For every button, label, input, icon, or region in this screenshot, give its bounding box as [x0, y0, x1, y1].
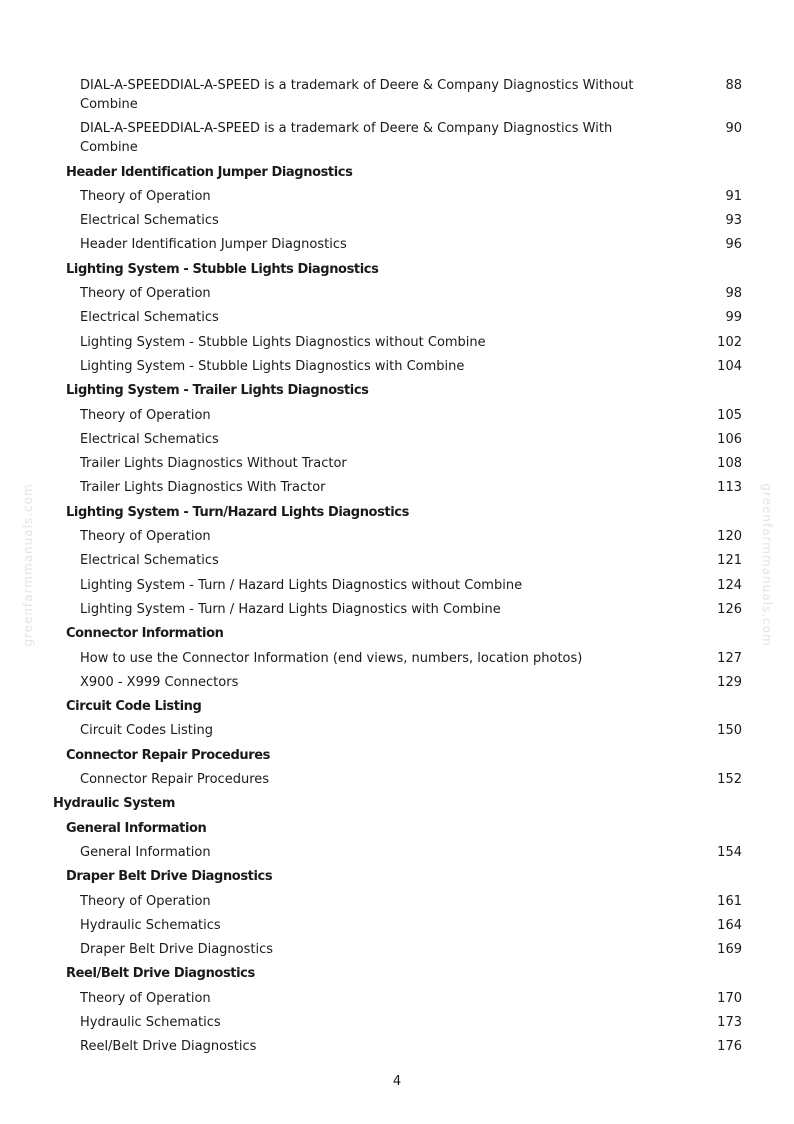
- toc-entry-title: Draper Belt Drive Diagnostics: [66, 869, 273, 885]
- toc-entry-page: 96: [725, 237, 742, 253]
- toc-entry[interactable]: [0, 721, 794, 740]
- toc-entry-page: 91: [725, 188, 742, 204]
- toc-entry-page: 102: [717, 334, 742, 350]
- toc-entry-title: Lighting System - Stubble Lights Diagnostics with Combine: [80, 358, 465, 374]
- toc-entry[interactable]: [0, 940, 794, 959]
- toc-entry-page: 104: [717, 358, 742, 374]
- toc-section-heading[interactable]: [0, 624, 794, 643]
- toc-entry[interactable]: [0, 333, 794, 352]
- toc-entry-page: 170: [717, 990, 742, 1006]
- toc-entry-title: Hydraulic Schematics: [80, 917, 221, 933]
- toc-entry-title: X900 - X999 Connectors: [80, 674, 239, 690]
- toc-entry-title: Lighting System - Turn/Hazard Lights Diagnostics: [66, 504, 409, 520]
- toc-entry-title: Lighting System - Trailer Lights Diagnostics: [66, 383, 369, 399]
- toc-entry-title: Electrical Schematics: [80, 553, 219, 569]
- toc-entry-page: 93: [725, 213, 742, 229]
- toc-entry[interactable]: [0, 284, 794, 303]
- toc-entry-title: Hydraulic System: [53, 796, 175, 812]
- toc-entry-title: Trailer Lights Diagnostics With Tractor: [80, 480, 326, 496]
- toc-entry[interactable]: [0, 430, 794, 449]
- toc-entry-title: Hydraulic Schematics: [80, 1014, 221, 1030]
- toc-entry[interactable]: [0, 989, 794, 1008]
- toc-entry-title: Header Identification Jumper Diagnostics: [66, 164, 353, 180]
- toc-entry[interactable]: [0, 1013, 794, 1032]
- toc-section-heading[interactable]: [0, 867, 794, 886]
- toc-entry-page: 176: [717, 1039, 742, 1055]
- toc-entry[interactable]: [0, 673, 794, 692]
- toc-entry-page: 173: [717, 1014, 742, 1030]
- toc-entry[interactable]: [0, 357, 794, 376]
- toc-entry[interactable]: [0, 770, 794, 789]
- toc-entry-page: 88: [725, 78, 742, 93]
- toc-entry-title: Theory of Operation: [80, 407, 211, 423]
- toc-entry-title: Theory of Operation: [80, 286, 211, 302]
- toc-entry[interactable]: [0, 454, 794, 473]
- toc-entry-title: Lighting System - Stubble Lights Diagnostics without Combine: [80, 334, 486, 350]
- toc-entry-title: Theory of Operation: [80, 893, 211, 909]
- toc-entry-page: 127: [717, 650, 742, 666]
- toc-entry-title: Trailer Lights Diagnostics Without Tractor: [80, 456, 347, 472]
- toc-entry-page: 105: [717, 407, 742, 423]
- toc-entry-page: 108: [717, 456, 742, 472]
- toc-entry[interactable]: [0, 527, 794, 546]
- toc-section-heading[interactable]: [0, 260, 794, 279]
- toc-entry[interactable]: [0, 551, 794, 570]
- toc-section-heading[interactable]: [0, 819, 794, 838]
- toc-entry[interactable]: [0, 308, 794, 327]
- toc-entry-title: DIAL-A-SPEEDDIAL-A-SPEED is a trademark of Deere & Company Diagnostics With Combine: [80, 121, 613, 156]
- toc-entry-page: 124: [717, 577, 742, 593]
- table-of-contents: [0, 76, 794, 1062]
- toc-entry[interactable]: [0, 892, 794, 911]
- watermark-right: greenfarmmanuals.com: [760, 483, 774, 647]
- toc-entry-page: 106: [717, 431, 742, 447]
- toc-entry-title: Theory of Operation: [80, 529, 211, 545]
- toc-section-heading[interactable]: [0, 746, 794, 765]
- toc-entry-page: 150: [717, 723, 742, 739]
- toc-entry[interactable]: [0, 843, 794, 862]
- toc-entry-title: Electrical Schematics: [80, 310, 219, 326]
- toc-entry-page: 129: [717, 674, 742, 690]
- toc-entry-page: 154: [717, 844, 742, 860]
- toc-section-heading[interactable]: [0, 697, 794, 716]
- toc-entry-page: 99: [725, 310, 742, 326]
- page-number: 4: [392, 1074, 402, 1089]
- toc-entry-page: 161: [717, 893, 742, 909]
- toc-section-heading[interactable]: [0, 794, 794, 813]
- toc-entry-title: Reel/Belt Drive Diagnostics: [80, 1039, 257, 1055]
- toc-entry[interactable]: [0, 119, 794, 157]
- toc-entry-title: How to use the Connector Information (end views, numbers, location photos): [80, 650, 583, 666]
- toc-entry[interactable]: [0, 576, 794, 595]
- toc-section-heading[interactable]: [0, 503, 794, 522]
- toc-entry-page: 164: [717, 917, 742, 933]
- toc-entry-title: Connector Repair Procedures: [80, 772, 270, 788]
- toc-entry-title: Connector Information: [66, 626, 224, 642]
- toc-entry-title: Lighting System - Turn / Hazard Lights Diagnostics without Combine: [80, 577, 523, 593]
- toc-entry-title: Circuit Code Listing: [66, 699, 202, 715]
- toc-entry-title: General Information: [66, 820, 207, 836]
- toc-entry-page: 120: [717, 529, 742, 545]
- watermark-left: greenfarmmanuals.com: [21, 483, 35, 647]
- toc-entry[interactable]: [0, 211, 794, 230]
- toc-entry[interactable]: [0, 649, 794, 668]
- toc-entry[interactable]: [0, 76, 794, 114]
- toc-entry-title: Electrical Schematics: [80, 213, 219, 229]
- toc-entry-page: 152: [717, 772, 742, 788]
- toc-entry[interactable]: [0, 478, 794, 497]
- toc-entry[interactable]: [0, 187, 794, 206]
- toc-section-heading[interactable]: [0, 163, 794, 182]
- toc-entry-page: 113: [717, 480, 742, 496]
- toc-entry-page: 126: [717, 601, 742, 617]
- toc-entry-page: 98: [725, 286, 742, 302]
- toc-entry[interactable]: [0, 916, 794, 935]
- toc-entry[interactable]: [0, 406, 794, 425]
- toc-entry[interactable]: [0, 600, 794, 619]
- toc-entry-title: Theory of Operation: [80, 990, 211, 1006]
- toc-entry-page: 169: [717, 942, 742, 958]
- toc-section-heading[interactable]: [0, 381, 794, 400]
- toc-entry-title: Theory of Operation: [80, 188, 211, 204]
- toc-entry-title: Header Identification Jumper Diagnostics: [80, 237, 347, 253]
- toc-entry[interactable]: [0, 1037, 794, 1056]
- toc-entry-title: General Information: [80, 844, 211, 860]
- toc-entry-title: Lighting System - Stubble Lights Diagnostics: [66, 261, 379, 277]
- toc-entry-page: 121: [717, 553, 742, 569]
- toc-entry-title: Reel/Belt Drive Diagnostics: [66, 966, 255, 982]
- toc-entry-title: Electrical Schematics: [80, 431, 219, 447]
- toc-entry-title: Lighting System - Turn / Hazard Lights Diagnostics with Combine: [80, 601, 501, 617]
- toc-entry-title: DIAL-A-SPEEDDIAL-A-SPEED is a trademark of Deere & Company Diagnostics Without Combine: [80, 78, 634, 112]
- toc-entry-page: 90: [725, 121, 742, 137]
- toc-entry-title: Circuit Codes Listing: [80, 723, 213, 739]
- toc-entry-title: Draper Belt Drive Diagnostics: [80, 942, 274, 958]
- toc-section-heading[interactable]: [0, 964, 794, 983]
- toc-entry-title: Connector Repair Procedures: [66, 747, 271, 763]
- toc-entry[interactable]: [0, 235, 794, 254]
